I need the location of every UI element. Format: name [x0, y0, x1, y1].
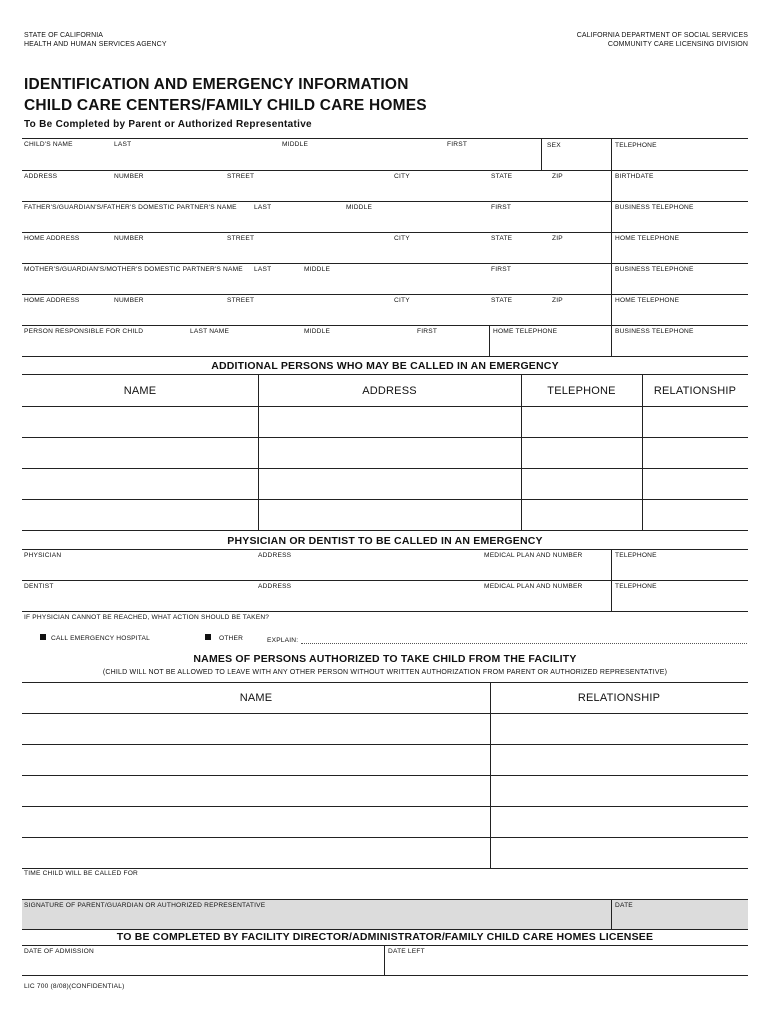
mother-zip-label: ZIP	[552, 297, 563, 304]
mother-city-label: CITY	[394, 297, 410, 304]
father-city-label: CITY	[394, 235, 410, 242]
responsible-home-tel-label: HOME TELEPHONE	[493, 328, 558, 335]
child-state-label: STATE	[491, 173, 513, 180]
mother-home-address-field[interactable]	[22, 306, 610, 324]
form-id: LIC 700 (8/08)(CONFIDENTIAL)	[24, 983, 125, 990]
authorized-row[interactable]	[22, 807, 748, 836]
child-middle-label: MIDDLE	[282, 141, 309, 148]
dentist-field[interactable]	[22, 592, 610, 610]
child-number-label: NUMBER	[114, 173, 144, 180]
father-home-address-field[interactable]	[22, 244, 610, 262]
mother-middle-label: MIDDLE	[304, 266, 331, 273]
physician-telephone-label: TELEPHONE	[615, 552, 657, 559]
physician-address-label: ADDRESS	[258, 552, 292, 559]
emergency-row[interactable]	[22, 438, 748, 467]
emergency-col-address: ADDRESS	[362, 385, 417, 397]
responsible-business-tel-label: BUSINESS TELEPHONE	[615, 328, 694, 335]
dentist-telephone-field[interactable]	[612, 592, 748, 610]
responsible-last-label: LAST NAME	[190, 328, 230, 335]
form-title-line2: CHILD CARE CENTERS/FAMILY CHILD CARE HOMES	[24, 97, 427, 114]
father-street-label: STREET	[227, 235, 255, 242]
child-name-label: CHILD'S NAME	[24, 141, 73, 148]
father-number-label: NUMBER	[114, 235, 144, 242]
agency-left-line2: HEALTH AND HUMAN SERVICES AGENCY	[24, 41, 167, 48]
child-sex-field[interactable]	[542, 150, 610, 169]
father-home-address-label: HOME ADDRESS	[24, 235, 80, 242]
emergency-heading: ADDITIONAL PERSONS WHO MAY BE CALLED IN AN EMERGENCY	[211, 360, 559, 372]
authorized-heading: NAMES OF PERSONS AUTHORIZED TO TAKE CHILD FROM THE FACILITY	[193, 653, 577, 665]
authorized-row[interactable]	[22, 745, 748, 774]
agency-right-line2: COMMUNITY CARE LICENSING DIVISION	[607, 41, 748, 48]
authorized-col-name: NAME	[239, 692, 273, 704]
physician-telephone-field[interactable]	[612, 561, 748, 579]
authorized-row[interactable]	[22, 838, 748, 867]
emergency-col-name: NAME	[123, 385, 157, 397]
emergency-row[interactable]	[22, 469, 748, 498]
mother-name-label: MOTHER'S/GUARDIAN'S/MOTHER'S DOMESTIC PARTNER'S NAME	[24, 266, 243, 273]
authorized-note: (CHILD WILL NOT BE ALLOWED TO LEAVE WITH ANY OTHER PERSON WITHOUT WRITTEN AUTHORIZATION FROM PARENT OR AUTHORIZED REPRESENTATIVE)	[102, 669, 668, 676]
date-admission-field[interactable]	[22, 957, 383, 974]
dentist-address-label: ADDRESS	[258, 583, 292, 590]
signature-label: SIGNATURE OF PARENT/GUARDIAN OR AUTHORIZED REPRESENTATIVE	[24, 902, 266, 909]
father-name-label: FATHER'S/GUARDIAN'S/FATHER'S DOMESTIC PARTNER'S NAME	[24, 204, 237, 211]
signature-date-field[interactable]	[612, 910, 748, 928]
dentist-telephone-label: TELEPHONE	[615, 583, 657, 590]
other-option-label: OTHER	[219, 635, 244, 642]
authorized-row[interactable]	[22, 776, 748, 805]
father-first-label: FIRST	[491, 204, 512, 211]
father-zip-label: ZIP	[552, 235, 563, 242]
emergency-col-relationship: RELATIONSHIP	[653, 385, 737, 397]
child-address-label: ADDRESS	[24, 173, 58, 180]
father-home-tel-field[interactable]	[612, 244, 748, 262]
hospital-option-label: CALL EMERGENCY HOSPITAL	[51, 635, 151, 642]
time-called-label: TIME CHILD WILL BE CALLED FOR	[24, 870, 139, 877]
child-name-field[interactable]	[22, 150, 540, 169]
father-last-label: LAST	[254, 204, 272, 211]
mother-name-field[interactable]	[22, 275, 610, 293]
emergency-row[interactable]	[22, 500, 748, 529]
physician-heading: PHYSICIAN OR DENTIST TO BE CALLED IN AN EMERGENCY	[227, 535, 543, 547]
mother-home-address-label: HOME ADDRESS	[24, 297, 80, 304]
child-street-label: STREET	[227, 173, 255, 180]
mother-last-label: LAST	[254, 266, 272, 273]
child-sex-label: SEX	[547, 142, 561, 149]
date-left-label: DATE LEFT	[388, 948, 425, 955]
explain-field[interactable]	[301, 643, 747, 644]
hospital-checkbox[interactable]	[40, 634, 46, 640]
physician-plan-label: MEDICAL PLAN AND NUMBER	[484, 552, 583, 559]
other-checkbox[interactable]	[205, 634, 211, 640]
father-state-label: STATE	[491, 235, 513, 242]
physician-label: PHYSICIAN	[24, 552, 62, 559]
responsible-business-tel-field[interactable]	[612, 337, 748, 355]
child-address-field[interactable]	[22, 182, 610, 200]
action-question: IF PHYSICIAN CANNOT BE REACHED, WHAT ACTION SHOULD BE TAKEN?	[24, 614, 270, 621]
form-title-line1: IDENTIFICATION AND EMERGENCY INFORMATION	[24, 76, 409, 93]
facility-heading: TO BE COMPLETED BY FACILITY DIRECTOR/ADMINISTRATOR/FAMILY CHILD CARE HOMES LICENSEE	[116, 931, 654, 943]
child-zip-label: ZIP	[552, 173, 563, 180]
mother-home-tel-field[interactable]	[612, 306, 748, 324]
mother-home-tel-label: HOME TELEPHONE	[615, 297, 680, 304]
responsible-home-tel-field[interactable]	[490, 337, 610, 355]
child-telephone-field[interactable]	[612, 150, 748, 169]
child-city-label: CITY	[394, 173, 410, 180]
emergency-col-telephone: TELEPHONE	[547, 385, 616, 397]
agency-left-line1: STATE OF CALIFORNIA	[24, 32, 104, 39]
father-business-tel-field[interactable]	[612, 213, 748, 231]
date-admission-label: DATE OF ADMISSION	[24, 948, 94, 955]
explain-label: EXPLAIN:	[267, 637, 299, 644]
father-home-tel-label: HOME TELEPHONE	[615, 235, 680, 242]
mother-business-tel-label: BUSINESS TELEPHONE	[615, 266, 694, 273]
mother-number-label: NUMBER	[114, 297, 144, 304]
dentist-label: DENTIST	[24, 583, 54, 590]
date-left-field[interactable]	[385, 957, 748, 974]
authorized-col-relationship: RELATIONSHIP	[577, 692, 661, 704]
father-business-tel-label: BUSINESS TELEPHONE	[615, 204, 694, 211]
emergency-row[interactable]	[22, 407, 748, 436]
father-middle-label: MIDDLE	[346, 204, 373, 211]
child-birthdate-label: BIRTHDATE	[615, 173, 654, 180]
mother-business-tel-field[interactable]	[612, 275, 748, 293]
signature-date-label: DATE	[615, 902, 633, 909]
mother-first-label: FIRST	[491, 266, 512, 273]
child-telephone-label: TELEPHONE	[615, 142, 657, 149]
responsible-label: PERSON RESPONSIBLE FOR CHILD	[24, 328, 144, 335]
father-name-field[interactable]	[22, 213, 610, 231]
responsible-name-field[interactable]	[22, 337, 488, 355]
signature-field[interactable]	[22, 910, 610, 928]
responsible-first-label: FIRST	[417, 328, 438, 335]
mother-street-label: STREET	[227, 297, 255, 304]
mother-state-label: STATE	[491, 297, 513, 304]
responsible-middle-label: MIDDLE	[304, 328, 331, 335]
authorized-row[interactable]	[22, 714, 748, 743]
dentist-plan-label: MEDICAL PLAN AND NUMBER	[484, 583, 583, 590]
time-called-field[interactable]	[22, 880, 748, 898]
form-subtitle: To Be Completed by Parent or Authorized Representative	[24, 119, 312, 130]
child-first-label: FIRST	[447, 141, 468, 148]
agency-right-line1: CALIFORNIA DEPARTMENT OF SOCIAL SERVICES	[576, 32, 748, 39]
child-birthdate-field[interactable]	[612, 182, 748, 200]
child-last-label: LAST	[114, 141, 132, 148]
physician-field[interactable]	[22, 561, 610, 579]
